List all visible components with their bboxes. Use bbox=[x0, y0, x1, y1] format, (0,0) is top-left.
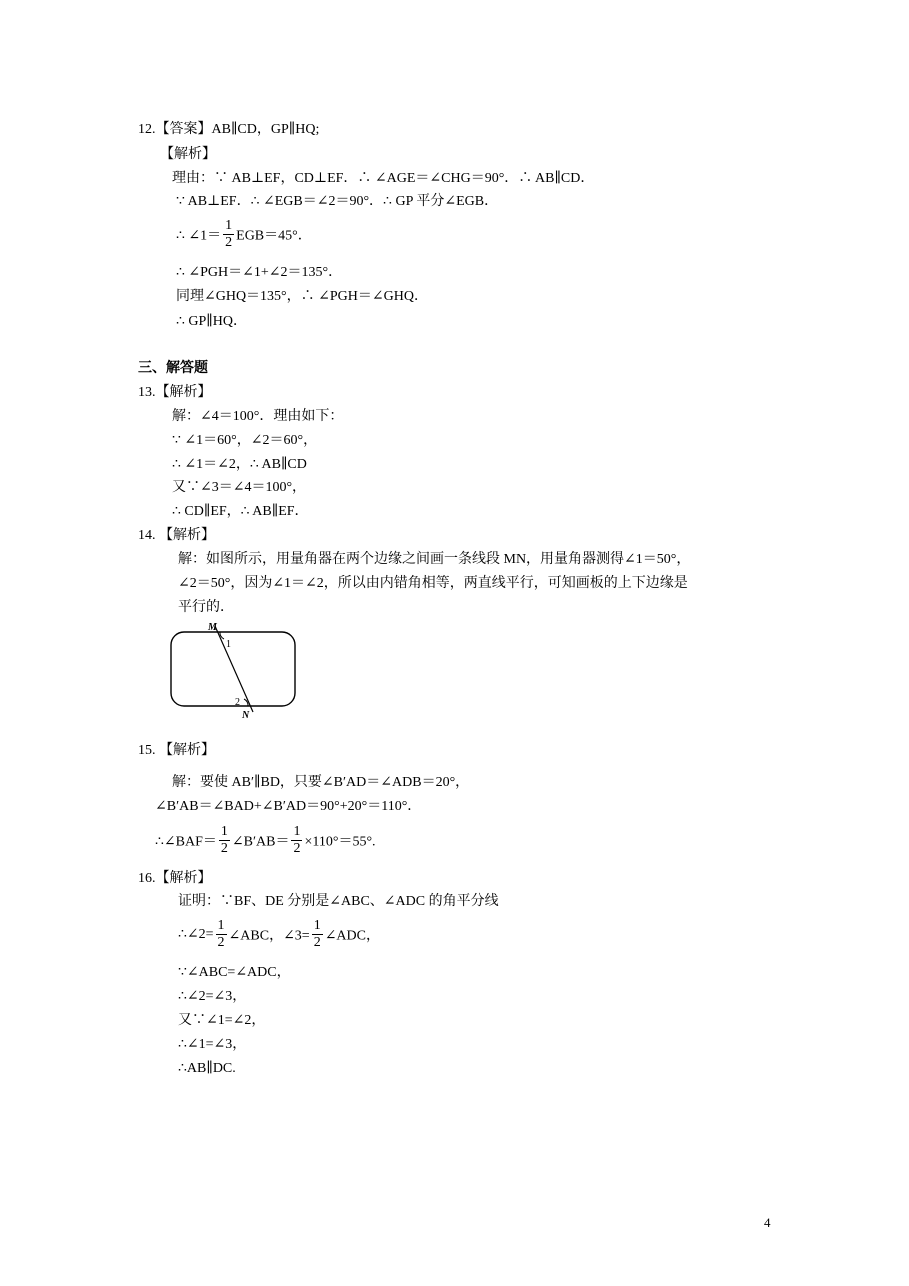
label-angle-2: 2 bbox=[235, 697, 240, 708]
q15-fraction-prefix: ∴∠BAF＝ bbox=[155, 834, 217, 850]
q14-line: 平行的． bbox=[178, 600, 234, 615]
q15-fraction-suffix: ×110°＝55°. bbox=[304, 834, 376, 850]
q15-line: 解：要使 AB′∥BD，只要∠B′AD＝∠ADB＝20°， bbox=[172, 775, 470, 790]
q14-line: ∠2＝50°，因为∠1＝∠2，所以由内错角相等，两直线平行，可知画板的上下边缘是 bbox=[178, 576, 688, 591]
q12-conclusion-line: ∴ GP∥HQ． bbox=[176, 314, 247, 329]
q13-line: 又∵∠3＝∠4＝100°， bbox=[172, 480, 307, 495]
q13-line: 解：∠4＝100°．理由如下： bbox=[172, 409, 344, 424]
fraction bbox=[219, 824, 230, 857]
q12-step-line: 同理∠GHQ＝135°，∴ ∠PGH＝∠GHQ． bbox=[176, 289, 428, 304]
fraction-denominator: 2 bbox=[313, 935, 321, 950]
q12-answer-line: 12.【答案】AB∥CD，GP∥HQ; bbox=[138, 122, 320, 137]
q15-fraction-line bbox=[155, 824, 376, 857]
fraction-numerator: 1 bbox=[225, 218, 233, 233]
section-heading: 三、解答题 bbox=[138, 361, 208, 376]
q16-heading: 16.【解析】 bbox=[138, 871, 212, 886]
label-angle-1: 1 bbox=[226, 639, 231, 650]
q16-line: ∴∠2=∠3， bbox=[178, 989, 247, 1004]
q16-fraction-middle: ∠ABC，∠3= bbox=[228, 928, 310, 944]
fraction bbox=[216, 918, 227, 951]
fraction-numerator: 1 bbox=[220, 824, 228, 839]
q14-heading: 14. 【解析】 bbox=[138, 528, 215, 543]
q12-analysis-heading: 【解析】 bbox=[160, 147, 216, 162]
q14-line: 解：如图所示，用量角器在两个边缘之间画一条线段 MN，用量角器测得∠1＝50°， bbox=[178, 552, 691, 567]
fraction-numerator: 1 bbox=[293, 824, 301, 839]
q15-line: ∠B′AB＝∠BAD+∠B′AD＝90°+20°＝110°． bbox=[155, 799, 422, 814]
q15-heading: 15. 【解析】 bbox=[138, 743, 215, 758]
q12-fraction-line bbox=[176, 218, 312, 251]
page-number: 4 bbox=[764, 1215, 771, 1230]
q12-reason-line: 理由：∵ AB⊥EF，CD⊥EF．∴ ∠AGE＝∠CHG＝90°．∴ AB∥CD． bbox=[172, 171, 595, 186]
fraction-denominator: 2 bbox=[217, 935, 225, 950]
fraction-numerator: 1 bbox=[313, 918, 321, 933]
q16-fraction-line bbox=[178, 918, 380, 951]
q16-line: ∴∠1=∠3， bbox=[178, 1037, 247, 1052]
fraction-denominator: 2 bbox=[293, 841, 301, 856]
fraction-denominator: 2 bbox=[220, 841, 228, 856]
fraction bbox=[291, 824, 302, 857]
board-outline bbox=[171, 632, 295, 706]
q16-line: ∴AB∥DC. bbox=[178, 1061, 236, 1076]
q16-line: 证明：∵BF、DE 分别是∠ABC、∠ADC 的角平分线 bbox=[178, 894, 499, 909]
q13-line: ∴ ∠1＝∠2，∴ AB∥CD bbox=[172, 457, 307, 472]
q16-fraction-prefix: ∴∠2= bbox=[178, 927, 214, 942]
q12-fraction-prefix: ∴ ∠1＝ bbox=[176, 228, 222, 244]
fraction-denominator: 2 bbox=[225, 235, 233, 250]
q13-heading: 13.【解析】 bbox=[138, 385, 212, 400]
fraction-numerator: 1 bbox=[217, 918, 225, 933]
q16-line: 又∵∠1=∠2， bbox=[178, 1013, 266, 1028]
q12-fraction-suffix: EGB＝45°． bbox=[236, 228, 312, 244]
q16-line: ∵∠ABC=∠ADC， bbox=[178, 965, 291, 980]
q15-fraction-middle: ∠B′AB＝ bbox=[231, 834, 290, 850]
label-n: N bbox=[242, 710, 250, 720]
fraction bbox=[223, 218, 234, 251]
q16-fraction-suffix: ∠ADC， bbox=[324, 928, 380, 944]
fraction bbox=[312, 918, 323, 951]
q12-step-line: ∴ ∠PGH＝∠1+∠2＝135°． bbox=[176, 265, 343, 280]
q12-step-line: ∵ AB⊥EF．∴ ∠EGB＝∠2＝90°．∴ GP 平分∠EGB． bbox=[176, 194, 499, 209]
label-m: M bbox=[208, 622, 217, 633]
q13-line: ∵ ∠1＝60°，∠2＝60°， bbox=[172, 433, 318, 448]
q13-line: ∴ CD∥EF，∴ AB∥EF． bbox=[172, 504, 309, 519]
drawing-board-figure bbox=[168, 618, 300, 720]
segment-mn bbox=[215, 626, 253, 712]
